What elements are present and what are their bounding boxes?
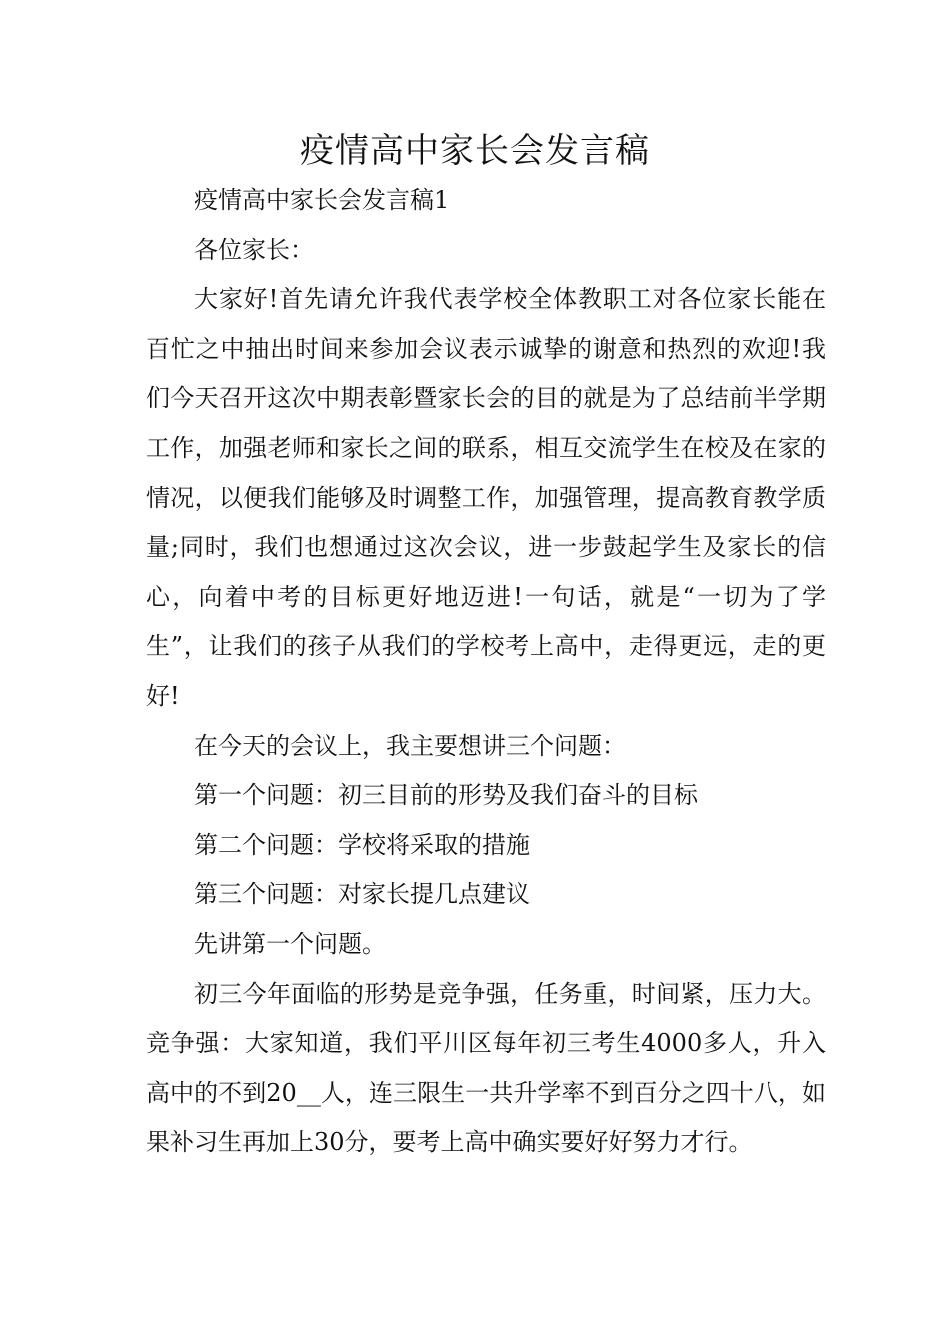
paragraph-first-topic: 先讲第一个问题。	[194, 929, 386, 958]
paragraph-question-1: 第一个问题：初三目前的形势及我们奋斗的目标	[194, 781, 698, 810]
paragraph-question-3: 第三个问题：对家长提几点建议	[194, 880, 530, 909]
paragraph-subtitle: 疫情高中家长会发言稿1	[194, 186, 450, 214]
paragraph-agenda-intro: 在今天的会议上，我主要想讲三个问题：	[194, 731, 626, 760]
paragraph-situation: 初三今年面临的形势是竞争强，任务重，时间紧，压力大。竞争强：大家知道，我们平川区每年初三考生4000多人，升入高中的不到20__人，连三限生一共升学率不到百分之四十八，如果补习生再加上30分，要考上高中确实要好好努力才行。	[146, 979, 826, 1157]
paragraph-opening: 大家好!首先请允许我代表学校全体教职工对各位家长能在百忙之中抽出时间来参加会议表示诚挚的谢意和热烈的欢迎!我们今天召开这次中期表彰暨家长会的目的就是为了总结前半学期工作，加强老师和家长之间的联系，相互交流学生在校及在家的情况，以便我们能够及时调整工作，加强管理，提高教育教学质量;同时，我们也想通过这次会议，进一步鼓起学生及家长的信心，向着中考的目标更好地迈进!一句话，就是“一切为了学生”，让我们的孩子从我们的学校考上高中，走得更远，走的更好!	[146, 285, 826, 710]
paragraph-salutation: 各位家长：	[194, 235, 314, 264]
paragraph-question-2: 第二个问题：学校将采取的措施	[194, 830, 530, 859]
document-title: 疫情高中家长会发言稿	[300, 131, 650, 171]
document-body	[146, 176, 826, 1168]
